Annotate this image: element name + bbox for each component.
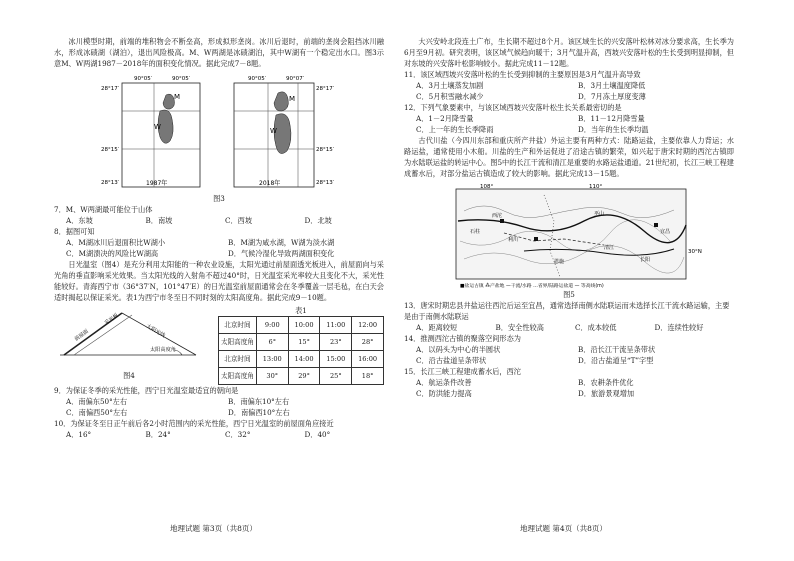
svg-text:前屋面: 前屋面 <box>73 328 90 343</box>
svg-text:28°15′: 28°15′ <box>101 147 119 153</box>
q7-stem: 7．M、W两湖最可能位于山体 <box>54 205 153 214</box>
q12-option-d[interactable]: D．当年的生长季均温 <box>578 125 649 134</box>
right-footer: 地理试题 第4页（共8页） <box>520 524 607 533</box>
q12-option-a[interactable]: A．1－2月降雪量 <box>416 114 474 123</box>
q7-options <box>54 215 384 226</box>
q14-stem: 14．推测西沱古镇的聚落空间形态为 <box>404 334 521 343</box>
q8-options <box>54 237 384 259</box>
q13-option-a[interactable]: A．距离较短 <box>416 323 458 332</box>
map-1987 <box>101 76 200 187</box>
svg-text:108°: 108° <box>480 184 494 190</box>
svg-text:长阳: 长阳 <box>640 257 651 263</box>
table-1 <box>218 305 384 385</box>
svg-text:90°05′: 90°05′ <box>134 76 152 82</box>
q9-stem: 9．为保证冬季的采光性能，西宁日光温室最适宜的朝向是 <box>54 386 239 395</box>
svg-text:利川: 利川 <box>508 237 519 243</box>
right-page <box>404 36 734 399</box>
svg-text:28°13′: 28°13′ <box>101 180 119 186</box>
q11-option-b[interactable]: B．3月土壤温度降低 <box>578 81 646 90</box>
q10-stem: 10．为保证冬至日正午前后各2小时范围内的采光性能，西宁日光温室的前屋面角应接近 <box>54 419 334 428</box>
svg-text:28°17′: 28°17′ <box>101 86 119 92</box>
svg-text:西沱: 西沱 <box>492 213 503 219</box>
svg-text:太阳高度角: 太阳高度角 <box>150 347 176 353</box>
q15-option-c[interactable]: C．防洪能力提高 <box>416 389 472 398</box>
lake-maps <box>54 71 384 193</box>
q9-option-b[interactable]: B．南偏东10°左右 <box>228 397 290 406</box>
svg-text:28°17′: 28°17′ <box>316 86 334 92</box>
q14-option-d[interactable]: D．沿古盐道呈“T”字型 <box>578 356 654 365</box>
q13-options <box>404 322 734 333</box>
greenhouse-diagram <box>54 305 204 367</box>
figure-3 <box>54 71 384 193</box>
q14-option-b[interactable]: B．沿长江干流呈条带状 <box>578 345 656 354</box>
q8-option-d[interactable]: D．气候冷湿化导致两湖面积变化 <box>228 249 335 258</box>
q10-option-a[interactable]: A．16° <box>66 430 92 439</box>
q14-options <box>404 344 734 366</box>
svg-text:90°05′: 90°05′ <box>172 76 190 82</box>
q7-option-d[interactable]: D．北坡 <box>304 216 332 225</box>
q14-option-a[interactable]: A．以码头为中心的半圆状 <box>416 345 501 354</box>
figure-5 <box>404 181 734 289</box>
table-row: 北京时间 13:00 14:00 15:00 16:00 <box>219 351 384 368</box>
table-row: 太阳高度角 6° 15° 23° 28° <box>219 334 384 351</box>
svg-text:90°07′: 90°07′ <box>286 76 304 82</box>
q10-options <box>54 429 384 440</box>
q12-stem: 12．下列气象要素中，与该区域西坡兴安落叶松生长关系最密切的是 <box>404 103 622 112</box>
q8-option-c[interactable]: C．M湖溃决的风险比W湖高 <box>66 249 159 258</box>
svg-text:28°13′: 28°13′ <box>316 180 334 186</box>
q7-option-a[interactable]: A．东坡 <box>66 216 93 225</box>
sun-angle-table <box>218 316 384 385</box>
svg-text:太阳光线: 太阳光线 <box>145 323 166 340</box>
q13-option-d[interactable]: D．连续性较好 <box>654 323 704 332</box>
left-page <box>54 36 384 440</box>
q15-options <box>404 377 734 399</box>
q7-option-c[interactable]: C．西坡 <box>225 216 253 225</box>
left-footer: 地理试题 第3页（共8页） <box>170 524 257 533</box>
q8-stem: 8．据图可知 <box>54 227 95 236</box>
svg-text:90°05′: 90°05′ <box>248 76 266 82</box>
q10-option-c[interactable]: C．32° <box>225 430 251 439</box>
svg-text:清江: 清江 <box>604 245 615 251</box>
q12-option-c[interactable]: C．上一年的生长季降雨 <box>416 125 494 134</box>
salt-paragraph: 古代川盐（今四川东部和重庆所产井盐）外运主要有两种方式：陆路运盐，主要依靠人力背运；水路运盐，通常使用小木船。川盐的生产和外运促进了沿途古镇的繁荣，如兴起于唐宋时期的西沱古镇即为水陆联运盐的转运中心。图5中的长江干流和清江是重要的水路运盐通道。21世纪初，长江三峡工程建成蓄水后，对部分盐运古镇造成了较大的影响。据此完成13－15题。 <box>404 136 734 178</box>
fig3-caption: 图3 <box>213 194 225 203</box>
q12-options <box>404 113 734 135</box>
q13-option-c[interactable]: C．成本较低 <box>575 323 617 332</box>
svg-text:石柱: 石柱 <box>470 229 481 235</box>
lake-w-label-2018: W <box>270 127 277 135</box>
table1-title: 表1 <box>295 306 307 315</box>
intro-paragraph: 冰川模型时期，前端的堆积物会不断垒高，形成拟形垄岗。冰川后退时，前端的垄岗会阻挡冰川融水，形成冰碛湖（湖泊），退出风险极高。M、W两湖是冰碛湖泊，其中W湖有一个稳定出水口。图3示意M、W两湖1987－2018年的面积变化情况。据此完成7－8题。 <box>54 37 384 68</box>
q10-option-b[interactable]: B．24° <box>145 430 171 439</box>
q15-option-d[interactable]: D．旅游景观增加 <box>578 389 635 398</box>
q11-options <box>404 80 734 102</box>
svg-text:■盐运古镇 ⁂产盐地 —干流/水路 …省界/陆路运盐道 —: ■盐运古镇 ⁂产盐地 —干流/水路 …省界/陆路运盐道 — 等高线(m) <box>460 284 604 289</box>
sunroom-paragraph: 日光温室（图4）是充分利用太阳能的一种农业设施，太阳光通过前屋面透光板进入，前屋面向与采光角的垂直影响采光效果。当太阳光线的入射角不超过40°时，日光温室采光率较大且变化不大，采光性能较好。青海西宁市（36°37′N，101°47′E）的日光温室前屋面通常会在冬季覆盖一层毛毡，在白天会适时揭起以保证采光。表1为西宁市冬至日不同时刻的太阳高度角。据此完成9－10题。 <box>54 260 384 302</box>
lake-m-label-2018: M <box>289 95 296 103</box>
figure-4 <box>54 305 204 381</box>
svg-text:28°15′: 28°15′ <box>316 147 334 153</box>
q11-option-a[interactable]: A．3月土壤蒸发加剧 <box>416 81 484 90</box>
svg-text:巫山: 巫山 <box>594 211 605 217</box>
svg-text:恩施: 恩施 <box>554 259 565 265</box>
q8-option-a[interactable]: A．M湖冰川后退面积比W湖小 <box>66 238 166 247</box>
svg-text:2018年: 2018年 <box>259 180 281 187</box>
q11-option-c[interactable]: C．5月积雪融水减少 <box>416 92 484 101</box>
svg-text:采光板: 采光板 <box>103 312 120 327</box>
table-row: 北京时间 9:00 10:00 11:00 12:00 <box>219 317 384 334</box>
q9-option-d[interactable]: D．南偏西10°左右 <box>228 408 290 417</box>
salt-route-map <box>404 181 734 289</box>
q11-stem: 11．该区域西坡兴安落叶松的生长受到抑制的主要原因是3月气温升高导致 <box>404 70 641 79</box>
fig4-table1-row <box>54 305 384 385</box>
fig5-caption: 图5 <box>563 290 575 299</box>
svg-text:30°N: 30°N <box>688 249 702 255</box>
q7-option-b[interactable]: B．南坡 <box>145 216 173 225</box>
svg-text:宜昌: 宜昌 <box>660 229 671 235</box>
q8-option-b[interactable]: B．M湖为咸水湖，W湖为淡水湖 <box>228 238 335 247</box>
svg-text:110°: 110° <box>589 184 603 190</box>
q12-option-b[interactable]: B．11－12月降雪量 <box>578 114 645 123</box>
q13-stem: 13．唐宋时期忠县井盐运往西沱后运至宜昌，通常选择南侧水陆联运而未选择长江干流水路运输，主要是由于南侧水陆联运 <box>404 301 730 321</box>
larch-paragraph: 大兴安岭北段连土广布，生长期不超过8个月。该区域生长的兴安落叶松林对冰分要求高，生长季为6月至9月初。研究表明，该区域气候趋向暖干；3月气温升高，西坡兴安落叶松的生长受到明显抑制，但对东坡的兴安落叶松影响较小。据此完成11－12题。 <box>404 37 734 68</box>
q15-option-a[interactable]: A．航运条件改善 <box>416 378 472 387</box>
q15-option-b[interactable]: B．农耕条件优化 <box>578 378 634 387</box>
q11-option-d[interactable]: D．7月冻土厚度变薄 <box>578 92 646 101</box>
table-row: 太阳高度角 30° 29° 25° 18° <box>219 368 384 385</box>
svg-text:1987年: 1987年 <box>146 180 168 187</box>
q9-options <box>54 396 384 418</box>
q9-option-c[interactable]: C．南偏西50°左右 <box>66 408 128 417</box>
q9-option-a[interactable]: A．南偏东50°左右 <box>66 397 128 406</box>
map-2018 <box>234 76 335 187</box>
q13-option-b[interactable]: B．安全性较高 <box>495 323 544 332</box>
lake-w-label-1987: W <box>154 123 161 131</box>
q15-stem: 15．长江三峡工程建成蓄水后，西沱 <box>404 367 521 376</box>
lake-m-label-1987: M <box>174 93 181 101</box>
q14-option-c[interactable]: C．沿古盐道呈条带状 <box>416 356 487 365</box>
q10-option-d[interactable]: D．40° <box>304 430 331 439</box>
fig4-caption: 图4 <box>123 371 135 380</box>
